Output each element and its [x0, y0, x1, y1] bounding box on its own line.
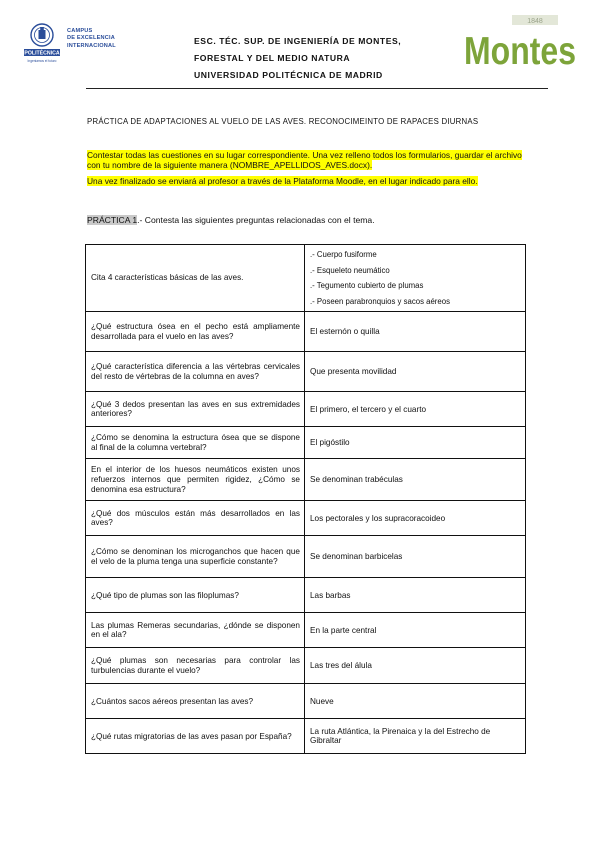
table-row: [86, 427, 526, 459]
answer-cell[interactable]: El esternón o quilla: [304, 312, 525, 352]
answer-list-item: .- Cuerpo fusiforme: [309, 250, 377, 259]
campus-text: [67, 28, 116, 50]
montes-logo: [460, 14, 578, 73]
instruction-1: [87, 150, 531, 170]
header-divider: [86, 88, 548, 89]
school-line: UNIVERSIDAD POLITÉCNICA DE MADRID: [194, 70, 383, 80]
question-cell: Cita 4 características básicas de las aves.: [86, 245, 305, 312]
question-cell: ¿Cómo se denomina la estructura ósea que se dispone al final de la columna vertebral?: [86, 427, 305, 459]
question-cell: ¿Qué dos músculos están más desarrollados en las aves?: [86, 501, 305, 536]
table-row: [86, 648, 526, 684]
table-row: [86, 719, 526, 754]
answer-cell[interactable]: Las tres del álula: [304, 648, 525, 684]
answer-cell[interactable]: Se denominan barbicelas: [304, 536, 525, 578]
answer-list-item: .- Tegumento cubierto de plumas: [309, 281, 424, 291]
question-cell: ¿Cómo se denominan los microganchos que hacen que el velo de la pluma tenga una superficie constante?: [86, 536, 305, 578]
practice-heading: [87, 215, 375, 225]
table-row: [86, 578, 526, 613]
table-row: [86, 613, 526, 648]
question-cell: ¿Qué característica diferencia a las vértebras cervicales del resto de vértebras de la columna en aves?: [86, 352, 305, 392]
montes-wordmark: Montes: [464, 30, 576, 73]
practice-label: PRÁCTICA 1: [87, 215, 138, 225]
school-line: FORESTAL Y DEL MEDIO NATURA: [194, 53, 351, 63]
campus-line: CAMPUS: [67, 28, 93, 34]
question-cell: ¿Cuántos sacos aéreos presentan las aves?: [86, 684, 305, 719]
instruction-2-text: Una vez finalizado se enviará al profesor a través de la Plataforma Moodle, en el lugar indicado para ello.: [87, 176, 478, 186]
campus-line: INTERNACIONAL: [67, 42, 116, 49]
questions-table: [85, 244, 526, 754]
practice-title: PRÁCTICA DE ADAPTACIONES AL VUELO DE LAS AVES. RECONOCIMEINTO DE RAPACES DIURNAS: [87, 117, 479, 126]
answer-cell[interactable]: El pigóstilo: [304, 427, 525, 459]
question-cell: ¿Qué estructura ósea en el pecho está ampliamente desarrollada para el vuelo en las aves?: [86, 312, 305, 352]
school-header: [194, 33, 401, 84]
answer-cell[interactable]: El primero, el tercero y el cuarto: [304, 392, 525, 427]
table-row: [86, 536, 526, 578]
answer-cell[interactable]: Las barbas: [304, 578, 525, 613]
answer-cell[interactable]: [304, 245, 525, 312]
instruction-2: [87, 176, 531, 186]
table-row: [86, 501, 526, 536]
question-cell: Las plumas Remeras secundarias, ¿dónde se disponen en el ala?: [86, 613, 305, 648]
table-row: [86, 352, 526, 392]
answer-cell[interactable]: Que presenta movilidad: [304, 352, 525, 392]
answer-cell[interactable]: La ruta Atlántica, la Pirenaica y la del Estrecho de Gibraltar: [304, 719, 525, 754]
answer-cell[interactable]: Los pectorales y los supracoracoideo: [304, 501, 525, 536]
table-row: [86, 392, 526, 427]
practice-text: .- Contesta las siguientes preguntas relacionadas con el tema.: [137, 215, 375, 225]
campus-line: DE EXCELENCIA: [67, 35, 115, 42]
answer-list-item: .- Esqueleto neumático: [309, 265, 390, 275]
answer-cell[interactable]: Se denominan trabéculas: [304, 459, 525, 501]
montes-small-text: 1848: [527, 18, 543, 25]
upm-emblem-icon: [22, 22, 62, 66]
question-cell: ¿Qué tipo de plumas son las filoplumas?: [86, 578, 305, 613]
table-row: [86, 312, 526, 352]
answer-cell[interactable]: En la parte central: [304, 613, 525, 648]
table-row: [86, 245, 526, 312]
school-line: ESC. TÉC. SUP. DE INGENIERÍA DE MONTES,: [194, 36, 402, 46]
instruction-1-text: Contestar todas las cuestiones en su lugar correspondiente. Una vez relleno todos los formularios, guardar el archivo con tu nombre de la siguiente manera (NOMBRE_APELLIDOS_AVES.docx).: [87, 150, 522, 170]
question-cell: ¿Qué 3 dedos presentan las aves en sus extremidades anteriores?: [86, 392, 305, 427]
upm-tagline: Ingeniamos el futuro: [27, 59, 57, 63]
upm-wordmark: POLITÉCNICA: [24, 50, 60, 57]
question-cell: En el interior de los huesos neumáticos existen unos refuerzos internos que permiten rigidez, ¿Cómo se denomina esa estructura?: [86, 459, 305, 501]
table-row: [86, 684, 526, 719]
answer-list-item: .- Poseen parabronquios y sacos aéreos: [309, 296, 450, 306]
question-cell: ¿Qué rutas migratorias de las aves pasan por España?: [86, 719, 305, 754]
upm-logo: [22, 22, 134, 66]
answer-cell[interactable]: Nueve: [304, 684, 525, 719]
table-row: [86, 459, 526, 501]
question-cell: ¿Qué plumas son necesarias para controlar las turbulencias durante el vuelo?: [86, 648, 305, 684]
